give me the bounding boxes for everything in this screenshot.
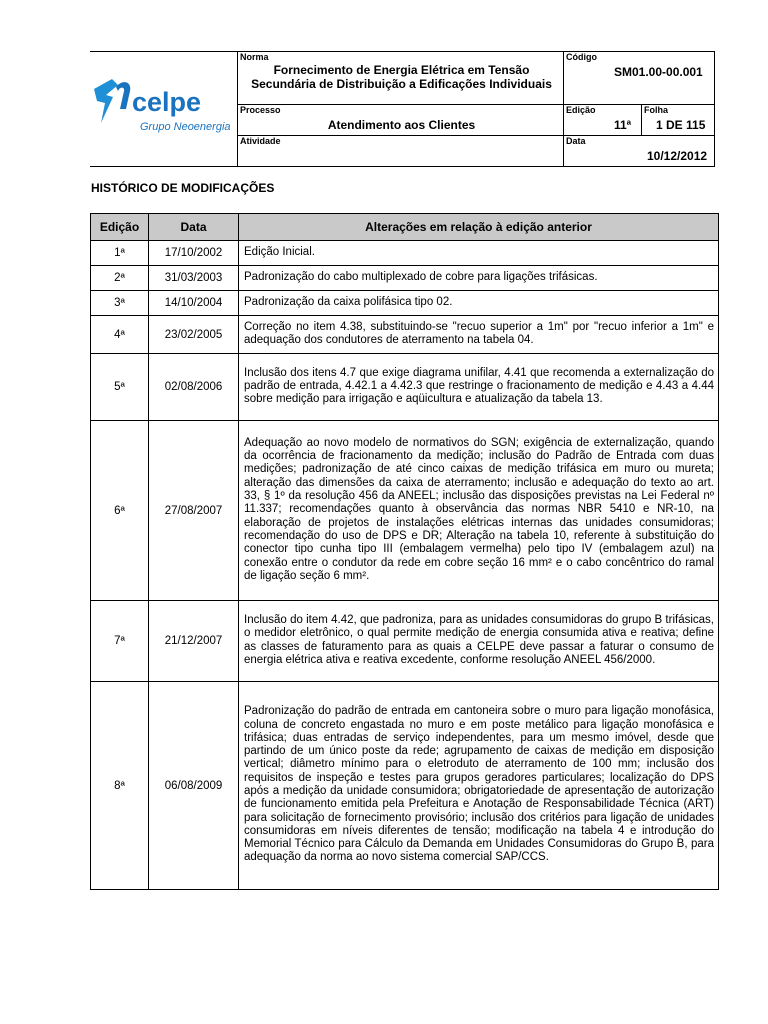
- folha-value: 1 DE 115: [656, 118, 706, 132]
- processo-value: Atendimento aos Clientes: [327, 118, 476, 132]
- logo-swoosh: [116, 82, 130, 109]
- table-row: [91, 421, 719, 601]
- header-divider-code: [563, 51, 564, 166]
- processo-label: Processo: [240, 105, 281, 115]
- edicao-cell: 8ª: [91, 682, 149, 890]
- celpe-logo: [92, 75, 237, 145]
- table-row: [91, 291, 719, 316]
- edicao-cell: 2ª: [91, 266, 149, 291]
- alteracoes-cell: Adequação ao novo modelo de normativos do SGN; exigência de externalização, quando da ocorrência de fracionamento da medição; inclusão do Padrão de Entrada com duas medições; padronização de até cinco caixas de medição trifásica em muro ou mureta; alteração das dimensões da caixa de aterramento; inclusão e adequação do texto ao art. 33, § 1º da resolução 456 da ANEEL; inclusão das disposições previstas na Lei Federal nº 11.337; recomendações quanto à observância das normas NBR 5410 e NR-10, na elaboração de projetos de instalações elétricas internas das unidades consumidoras; recomendação do uso de DPS e DR; Alteração na tabela 10, referente à substituição do conector tipo cunha tipo III (embalagem vermelha) pelo tipo IV (embalagem azul) na conexão entre o condutor da rede em cobre seção 16 mm² e o cabo concêntrico do ramal de ligação seção 6 mm².: [239, 421, 719, 601]
- edicao-cell: 6ª: [91, 421, 149, 601]
- header-bottom-rule: [90, 166, 715, 167]
- history-header-row: [91, 214, 719, 241]
- data-cell: 06/08/2009: [149, 682, 239, 890]
- header-top-rule: [90, 51, 715, 52]
- data-cell: 31/03/2003: [149, 266, 239, 291]
- alteracoes-cell: Inclusão do item 4.42, que padroniza, para as unidades consumidoras do grupo B trifásicas, o medidor eletrônico, o qual permite medição de energia consumida ativa e reativa; define as classes de faturamento para as quais a CELPE deve passar a faturar o consumo de energia elétrica ativa e reativa excedente, conforme resolução ANEEL 456/2000.: [239, 601, 719, 682]
- table-row: [91, 241, 719, 266]
- column-header-data: Data: [149, 214, 239, 241]
- norma-label: Norma: [240, 52, 269, 62]
- edicao-value: 11ª: [614, 118, 632, 132]
- header-row-line-2: [237, 135, 714, 136]
- column-header-edicao: Edição: [91, 214, 149, 241]
- column-header-alteracoes: Alterações em relação à edição anterior: [239, 214, 719, 241]
- codigo-value: SM01.00-00.001: [614, 65, 703, 79]
- logo-brand-text: celpe: [132, 87, 202, 117]
- header-divider-right: [714, 51, 715, 166]
- history-table: [90, 213, 719, 890]
- edicao-cell: 7ª: [91, 601, 149, 682]
- alteracoes-cell: Padronização do padrão de entrada em cantoneira sobre o muro para ligação monofásica, coluna de concreto engastada no muro e em poste metálico para ligação monofásica e trifásica; duas entradas de serviço independentes, para um mesmo imóvel, desde que partindo de um único poste da rede; agrupamento de caixas de medição em disposição vertical; diâmetro mínimo para o eletroduto de aterramento de 100 mm; inclusão dos requisitos de inspeção e testes para grupos geradores particulares; localização do DPS após a medição da unidade consumidora; obrigatoriedade de apresentação de autorização de funcionamento emitida pela Prefeitura e Anotação de Responsabilidade Técnica (ART) para solicitação de fornecimento provisório; inclusão dos critérios para ligação de unidades consumidoras em níveis diferentes de tensão; modificação na tabela 4 e introdução do Memorial Técnico para Cálculo da Demanda em Unidades Consumidoras do Grupo B, para adequação da norma ao novo sistema comercial SAP/CCS.: [239, 682, 719, 890]
- data-value: 10/12/2012: [647, 149, 708, 163]
- edicao-cell: 3ª: [91, 291, 149, 316]
- header-row-line-1: [237, 104, 714, 105]
- history-title: HISTÓRICO DE MODIFICAÇÕES: [91, 181, 275, 195]
- edicao-cell: 5ª: [91, 354, 149, 421]
- codigo-label: Código: [566, 52, 597, 62]
- alteracoes-cell: Edição Inicial.: [239, 241, 719, 266]
- lightning-bolt-icon: [94, 79, 118, 123]
- data-cell: 27/08/2007: [149, 421, 239, 601]
- alteracoes-cell: Correção no item 4.38, substituindo-se "recuo superior a 1m" por "recuo inferior a 1m" e adequação dos condutores de aterramento na tabela 04.: [239, 316, 719, 354]
- table-row: [91, 682, 719, 890]
- table-row: [91, 354, 719, 421]
- data-cell: 21/12/2007: [149, 601, 239, 682]
- alteracoes-cell: Inclusão dos itens 4.7 que exige diagrama unifilar, 4.41 que recomenda a externalização do padrão de entrada, 4.42.1 a 4.42.3 que restringe o fracionamento de medição e 4.43 a 4.44 sobre medição para irrigação e aqüicultura e atualização da tabela 13.: [239, 354, 719, 421]
- table-row: [91, 316, 719, 354]
- data-cell: 02/08/2006: [149, 354, 239, 421]
- table-row: [91, 266, 719, 291]
- table-row: [91, 601, 719, 682]
- header-divider-folha: [641, 104, 642, 135]
- data-cell: 23/02/2005: [149, 316, 239, 354]
- edicao-cell: 1ª: [91, 241, 149, 266]
- folha-label: Folha: [644, 105, 668, 115]
- data-label: Data: [566, 136, 586, 146]
- alteracoes-cell: Padronização da caixa polifásica tipo 02.: [239, 291, 719, 316]
- data-cell: 14/10/2004: [149, 291, 239, 316]
- data-cell: 17/10/2002: [149, 241, 239, 266]
- edicao-label: Edição: [566, 105, 596, 115]
- header-divider-left: [237, 51, 238, 166]
- atividade-label: Atividade: [240, 136, 281, 146]
- alteracoes-cell: Padronização do cabo multiplexado de cobre para ligações trifásicas.: [239, 266, 719, 291]
- edicao-cell: 4ª: [91, 316, 149, 354]
- logo-group-text: Grupo Neoenergia: [140, 121, 231, 133]
- norma-title: Fornecimento de Energia Elétrica em Tensão Secundária de Distribuição a Edificações Individuais: [251, 63, 552, 91]
